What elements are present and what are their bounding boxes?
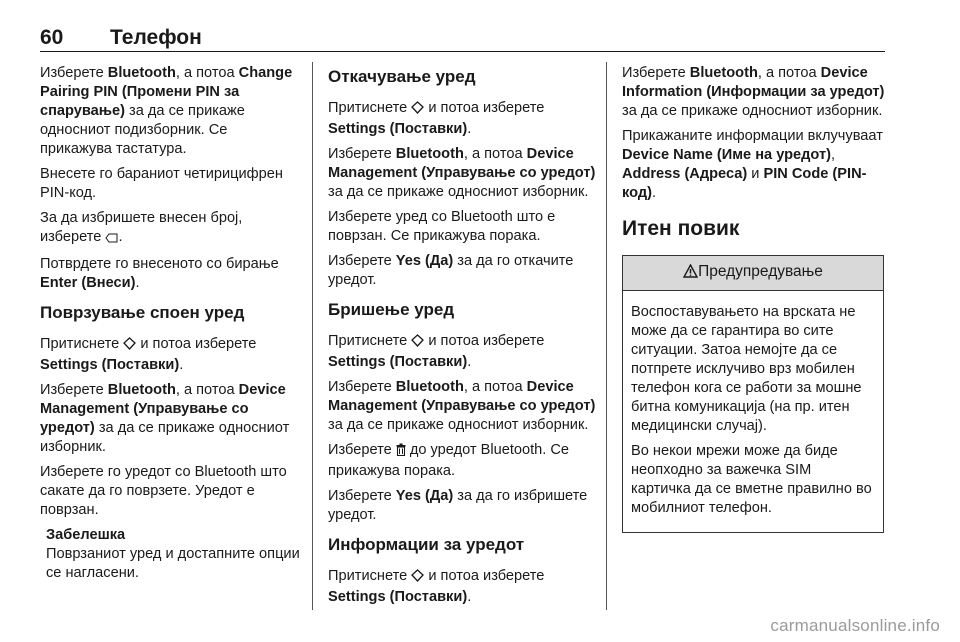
paragraph [622,127,886,203]
menu-term: Yes (Да) [395,253,454,269]
text: , а потоа [757,65,821,81]
paragraph [40,381,302,457]
menu-term: Device Management (Управување со уредот) [328,379,596,414]
section-heading: Информации за уредот [328,535,525,554]
menu-term: Enter (Внеси) [40,275,136,291]
text: за да го избришете уредот. [328,488,588,523]
text: . [651,185,657,201]
section-heading: Поврзување споен уред [40,303,245,322]
text: за да се прикаже односниот изборник. [40,420,290,455]
text: за да се прикаже односниот изборник. [328,417,589,433]
text: , а потоа [175,65,239,81]
text: Прикажаните информации вклучуваат [622,128,883,144]
column-divider [606,62,607,610]
header-rule [40,51,885,52]
column-2 [328,64,596,613]
text: Изберете [328,146,396,162]
paragraph [328,99,596,139]
text: . [467,354,472,370]
menu-term: Bluetooth [689,65,758,81]
menu-term: Settings (Поставки) [40,357,180,373]
warning-text: Воспоставувањето на врската не може да се гарантира во сите ситуации. Затоа немојте да се потпрете исклучиво врз мобилен телефон кога се работи за мошне битна комуникација (на пр. итен медицински случај). [631,304,862,434]
text: За да избришете внесен број, изберете [40,210,243,245]
text: и потоа изберете [136,336,257,352]
section-heading: Итен повик [622,217,740,240]
home-icon [123,337,136,356]
text: , а потоа [175,382,239,398]
text: Притиснете [328,333,412,349]
note [46,526,302,583]
menu-term: Settings (Поставки) [328,121,468,137]
menu-term: PIN Code (PIN-код) [622,166,867,201]
text: Изберете [328,253,396,269]
text: Изберете [40,382,108,398]
paragraph [40,64,302,159]
text: за да го откачите уредот. [328,253,574,288]
warning-header [623,256,883,291]
page-header [40,26,885,54]
text: , [831,147,836,163]
text: Притиснете [40,336,124,352]
note-text: Поврзаниот уред и достапните опции се нагласени. [46,546,300,581]
text: за да се прикаже односниот изборник. [622,103,883,119]
text: за да се прикаже односниот подизборник. Се прикажува тастатура. [40,103,245,157]
menu-term: Settings (Поставки) [328,354,468,370]
text: Изберете [328,488,396,504]
paragraph [328,145,596,202]
menu-term: Settings (Поставки) [328,589,468,605]
paragraph [328,441,596,481]
paragraph: Внесете го бараниот четирицифрен PIN-код. [40,166,283,201]
text: Изберете [622,65,690,81]
menu-term: Device Information (Информации за уредот) [622,65,885,100]
text: за да се прикаже односниот изборник. [328,184,589,200]
home-icon [411,334,424,353]
section-heading: Бришење уред [328,300,455,319]
menu-term: Address (Адреса) [622,166,748,182]
menu-term: Change Pairing PIN (Промени PIN за спарување) [40,65,293,119]
home-icon [411,101,424,120]
menu-term: Bluetooth [395,146,464,162]
text: до уредот Bluetooth. Се прикажува порака. [328,442,570,479]
text: и [747,166,764,182]
paragraph [40,209,302,249]
column-divider [312,62,313,610]
text: и потоа изберете [424,100,545,116]
text: . [135,275,140,291]
warning-icon [683,264,698,283]
menu-term: Device Management (Управување со уредот) [40,382,286,436]
warning-body [623,291,883,532]
text: Изберете [328,442,396,458]
paragraph [40,335,302,375]
menu-term: Bluetooth [395,379,464,395]
paragraph [40,255,302,293]
menu-term: Yes (Да) [395,488,454,504]
menu-term: Bluetooth [107,382,176,398]
text: Притиснете [328,100,412,116]
text: Потврдете го внесеното со бирање [40,256,279,272]
menu-term: Device Management (Управување со уредот) [328,146,596,181]
text: . [118,229,123,245]
paragraph [328,567,596,607]
paragraph: Изберете уред со Bluetooth што е поврзан. Се прикажува порака. [328,209,556,244]
backspace-icon [105,230,118,249]
text: , а потоа [463,379,527,395]
column-1 [40,64,302,583]
text: Притиснете [328,568,412,584]
section-heading: Откачување уред [328,67,476,86]
warning-box [622,255,884,533]
paragraph [328,252,596,290]
paragraph [328,332,596,372]
text: . [467,121,472,137]
warning-title: Предупредување [698,263,823,280]
column-3 [622,64,886,533]
text: , а потоа [463,146,527,162]
text: . [467,589,472,605]
paragraph [328,378,596,435]
text: и потоа изберете [424,568,545,584]
menu-term: Bluetooth [107,65,176,81]
text: и потоа изберете [424,333,545,349]
note-title: Забелешка [46,527,126,543]
warning-text: Во некои мрежи може да биде неопходно за важечка SIM картичка да се вметне правилно во мобилниот телефон. [631,443,872,516]
paragraph [328,487,596,525]
paragraph: Изберете го уредот со Bluetooth што сакате да го поврзете. Уредот е поврзан. [40,464,287,518]
text: Изберете [40,65,108,81]
page-number: 60 [40,26,64,49]
watermark: carmanualsonline.info [770,616,940,635]
paragraph [622,64,886,121]
page-title: Телефон [110,26,202,49]
text: . [179,357,184,373]
home-icon [411,569,424,588]
menu-term: Device Name (Име на уредот) [622,147,831,163]
text: Изберете [328,379,396,395]
trash-icon [396,443,406,462]
